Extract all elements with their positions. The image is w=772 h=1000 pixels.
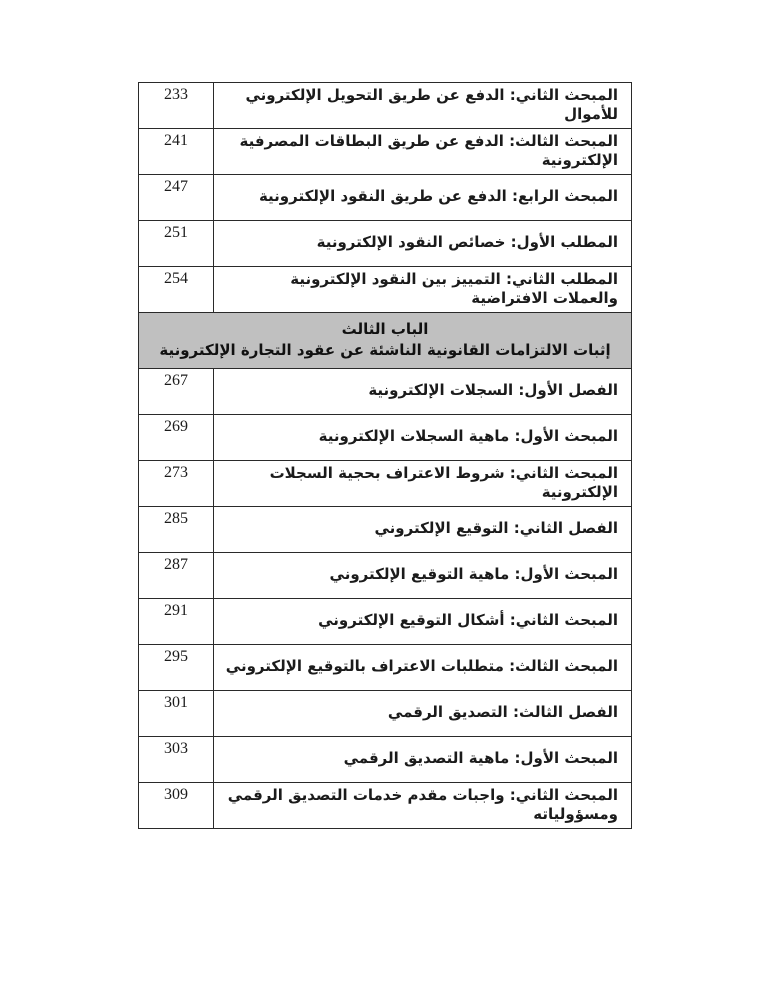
entry-title: المبحث الثاني: الدفع عن طريق التحويل الإلكتروني للأموال (214, 83, 632, 129)
toc-row (139, 83, 632, 129)
section-title: الباب الثالث (341, 320, 429, 338)
page-number: 309 (139, 783, 214, 829)
entry-title: المبحث الثالث: متطلبات الاعتراف بالتوقيع الإلكتروني (214, 645, 632, 691)
toc-row (139, 691, 632, 737)
toc-row (139, 783, 632, 829)
toc-row (139, 599, 632, 645)
entry-title: الفصل الثاني: التوقيع الإلكتروني (214, 507, 632, 553)
entry-title: المطلب الأول: خصائص النقود الإلكترونية (214, 221, 632, 267)
entry-title: المبحث الأول: ماهية التوقيع الإلكتروني (214, 553, 632, 599)
toc-row (139, 461, 632, 507)
toc-row (139, 737, 632, 783)
page-number: 285 (139, 507, 214, 553)
page-number: 287 (139, 553, 214, 599)
toc-row (139, 129, 632, 175)
page-number: 295 (139, 645, 214, 691)
page-number: 291 (139, 599, 214, 645)
toc-section-header-group (139, 313, 632, 369)
entry-title: المطلب الثاني: التمييز بين النقود الإلكترونية والعملات الافتراضية (214, 267, 632, 313)
entry-title: المبحث الأول: ماهية السجلات الإلكترونية (214, 415, 632, 461)
toc-row (139, 507, 632, 553)
page-number: 267 (139, 369, 214, 415)
section-header-cell (139, 313, 632, 369)
entry-title: المبحث الثاني: أشكال التوقيع الإلكتروني (214, 599, 632, 645)
entry-title: المبحث الثالث: الدفع عن طريق البطاقات المصرفية الإلكترونية (214, 129, 632, 175)
entry-title: الفصل الثالث: التصديق الرقمي (214, 691, 632, 737)
entry-title: الفصل الأول: السجلات الإلكترونية (214, 369, 632, 415)
page-number: 303 (139, 737, 214, 783)
page-number: 241 (139, 129, 214, 175)
page-number: 269 (139, 415, 214, 461)
page-number: 247 (139, 175, 214, 221)
toc-row (139, 645, 632, 691)
toc-row (139, 415, 632, 461)
toc-row (139, 553, 632, 599)
toc-section-after (139, 369, 632, 829)
toc-table (138, 82, 632, 829)
toc-row (139, 369, 632, 415)
toc-row (139, 175, 632, 221)
entry-title: المبحث الثاني: شروط الاعتراف بحجية السجلات الإلكترونية (214, 461, 632, 507)
section-subtitle: إثبات الالتزامات القانونية الناشئة عن عقود التجارة الإلكترونية (159, 341, 611, 359)
toc-row (139, 221, 632, 267)
toc-section-before (139, 83, 632, 313)
toc-row (139, 267, 632, 313)
entry-title: المبحث الثاني: واجبات مقدم خدمات التصديق الرقمي ومسؤولياته (214, 783, 632, 829)
page-number: 301 (139, 691, 214, 737)
entry-title: المبحث الأول: ماهية التصديق الرقمي (214, 737, 632, 783)
entry-title: المبحث الرابع: الدفع عن طريق النقود الإلكترونية (214, 175, 632, 221)
page-number: 251 (139, 221, 214, 267)
page-number: 273 (139, 461, 214, 507)
page-number: 254 (139, 267, 214, 313)
page-number: 233 (139, 83, 214, 129)
section-header-row (139, 313, 632, 369)
